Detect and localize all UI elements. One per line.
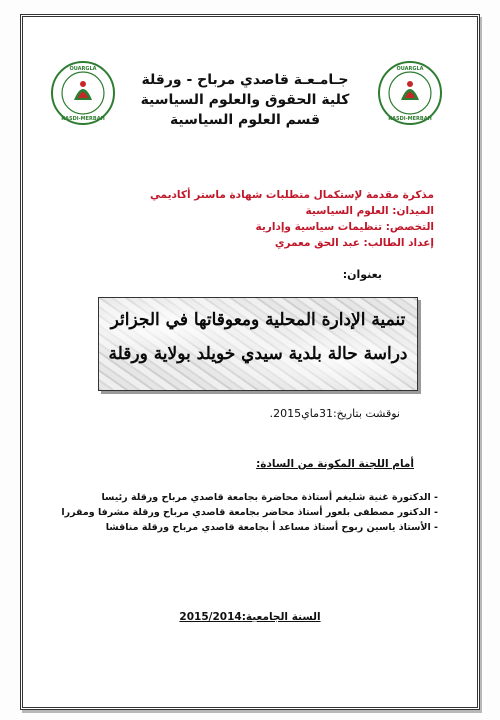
defense-date: نوقشت بتاريخ:31ماي2015. xyxy=(269,407,400,420)
thesis-title-box xyxy=(98,297,418,391)
university-name: جـامـعـة قاصدي مرباح - ورقلة xyxy=(141,72,349,88)
svg-text:OUARGLA: OUARGLA xyxy=(69,66,97,72)
memo-specialty: التخصص: تنظيمات سياسية وإدارية xyxy=(255,221,434,233)
university-logo-left xyxy=(50,60,116,126)
university-logo-right xyxy=(377,60,443,126)
department-name: قسم العلوم السياسية xyxy=(169,112,321,128)
committee-member: - الأستاذ ياسين ربوح أستاذ مساعد أ بجامعة قاصدي مرباح ورقلة مناقشا xyxy=(105,522,438,533)
thesis-title-line2: دراسة حالة بلدية سيدي خويلد بولاية ورقلة xyxy=(108,344,408,364)
committee-heading: أمام اللجنة المكونة من السادة: xyxy=(256,458,414,470)
svg-text:OUARGLA: OUARGLA xyxy=(396,66,424,72)
subject-label: بعنوان: xyxy=(342,268,382,281)
faculty-name: كلية الحقوق والعلوم السياسية xyxy=(140,92,350,108)
academic-year: السنة الجامعية:2015/2014 xyxy=(179,611,321,623)
committee-member: - الدكتورة غنية شليغم أستاذة محاضرة بجامعة قاصدي مرباح ورقلة رئيسا xyxy=(101,492,438,503)
memo-field: الميدان: العلوم السياسية xyxy=(305,205,434,217)
svg-text:KASDI-MERBAH: KASDI-MERBAH xyxy=(388,116,432,122)
committee-member: - الدكتور مصطفى بلعور أستاذ محاضر بجامعة قاصدي مرباح ورقلة مشرفا ومقررا xyxy=(61,507,438,518)
thesis-title-line1: تنمية الإدارة المحلية ومعوقاتها في الجزائر xyxy=(110,310,406,330)
memo-author: إعداد الطالب: عبد الحق معمري xyxy=(274,237,434,249)
svg-text:KASDI-MERBAH: KASDI-MERBAH xyxy=(61,116,105,122)
memo-purpose: مذكرة مقدمة لإستكمال متطلبات شهادة ماستر أكاديمي xyxy=(149,189,434,201)
